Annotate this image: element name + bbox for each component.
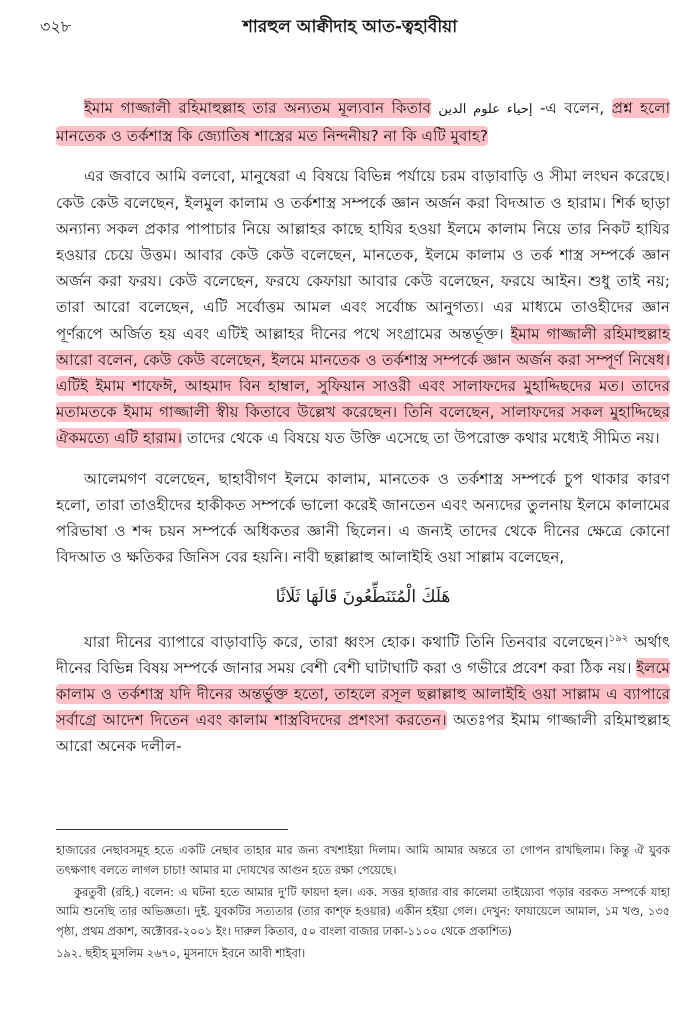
paragraph-text: অর্থাৎ দীনের বিভিন্ন বিষয় সম্পর্কে জানার সময় বেশী বেশী ঘাটাঘাটি করা ও গভীরে প্রবেশ করা ঠিক নয়। <box>56 632 671 677</box>
main-text <box>56 95 670 774</box>
paragraph-1 <box>56 95 670 149</box>
paragraph-text: এর জবাবে আমি বলবো, মানুষেরা এ বিষয়ে বিভিন্ন পর্যায়ে চরম বাড়াবাড়ি ও সীমা লংঘন করেছে। কেউ কেউ বলেছেন, ইলমুল কালাম ও তর্কশাস্ত্র সম্পর্কে জ্ঞান অর্জন করা বিদআত ও হারাম। শির্ক ছাড়া অন্যান্য সকল প্রকার পাপাচার নিয়ে আল্লাহর কাছে হাযির হওয়া ইলমে কালাম নিয়ে তার নিকট হাযির হওয়ার চেয়ে উত্তম। আবার কেউ কেউ বলেছেন, মানতেক, ইলমে কালাম ও তর্ক শাস্ত্র সম্পর্কে জ্ঞান অর্জন করা ফরয। কেউ বলেছেন, ফরযে কেফায়া আবার কেউ বলেছেন, ফরযে আইন। শুধু তাই নয়; তারা আরো বলেছেন, এটি সর্বোত্তম আমল এবং সর্বোচ্চ আনুগত্য। এর মাধ্যমে তাওহীদের জ্ঞান পূর্ণরূপে অর্জিত হয় এবং এটিই আল্লাহর দীনের পথে সংগ্রামের অন্তর্ভূক্ত। <box>56 167 670 343</box>
footnote-continued: হাজারের নেছাবসমূহ হতে একটি নেছাব তাহার মার জন্য বখশাইয়া দিলাম। আমি আমার অন্তরে তা গোপন রাখছিলাম। কিন্তু ঐ যুবক তৎক্ষণাৎ বলতে লাগল চাচা! আমার মা দোযখের আগুন হতে রক্ষা পেয়েছে। <box>56 843 670 877</box>
highlighted-text: ইমাম গাজ্জালী রহিমাহুল্লাহ আরো বলেন, কেউ কেউ বলেছেন, ইলমে মানতেক ও তর্কশাস্ত্র সম্পর্কে জ্ঞান অর্জন করা সম্পূর্ণ নিষেধ। এটিই ইমাম শাফেঈ, আহমাদ বিন হাম্বাল, সুফিয়ান সাওরী এবং সালাফদের মুহাদ্দিছদের মত। তাদের মতামতকে ইমাম গাজ্জালী স্বীয় কিতাবে উল্লেখ করেছেন। তিনি বলেছেন, সালাফদের সকল মুহাদ্দিছের ঐকমত্যে এটি হারাম। <box>56 324 670 448</box>
paragraph-text: তাদের থেকে এ বিষয়ে যত উক্তি এসেছে তা উপরোক্ত কথার মধ্যেই সীমিত নয়। <box>182 429 660 448</box>
arabic-book-title: إحياء علوم الدين <box>438 102 533 117</box>
footnote-qurtubi: কুরতুবী (রহি.) বলেন: এ ঘটনা হতে আমার দু'টি ফায়দা হল। এক. সত্তর হাজার বার কালেমা তাইয়্যেবা পড়ার বরকত সম্পর্কে যাহা আমি শুনেছি তার অভিজ্ঞতা। দুই. যুবকটির সত্যতার (তার কাশ্‌ফ হওয়ার) একীন হইয়া গেল। দেখুন: ফাযায়েলে আমাল, ১ম খণ্ড, ১৩৫ পৃষ্ঠা, প্রথম প্রকাশ, অক্টোবর-২০০১ ইং। দারুল কিতাব, ৫০ বাংলা বাজার ঢাকা-১১০০ থেকে প্রকাশিত) <box>56 884 670 939</box>
hadith-arabic-verse: هَلَكَ الْمُتَنَطِّعُونَ قَالَهَا ثَلَاثًا <box>275 587 451 608</box>
paragraph-3: আলেমগণ বলেছেন, ছাহাবীগণ ইলমে কালাম, মানতেক ও তর্কশাস্ত্র সম্পর্কে চুপ থাকার কারণ হলো, তারা তাওহীদের হাকীকত সম্পর্কে ভালো করেই জানতেন এবং অন্যদের তুলনায় ইলমে কালামের পরিভাষা ও শব্দ চয়ন সম্পর্কে অধিকতর জ্ঞানী ছিলেন। এ জন্যই তাদের থেকে দীনের ক্ষেত্রে কোনো বিদআত ও ক্ষতিকর জিনিস বের হয়নি। নাবী ছল্লাল্লাহু আলাইহি ওয়া সাল্লাম বলেছেন, <box>56 469 670 567</box>
footnotes <box>56 841 670 966</box>
paragraph-text: অতঃপর ইমাম গাজ্জালী রহিমাহুল্লাহ আরো অনেক দলীল- <box>56 711 670 756</box>
paragraph-2 <box>56 163 670 451</box>
paragraph-text: যারা দীনের ব্যাপারে বাড়াবাড়ি করে, তারা ধ্বংস হোক। কথাটি তিনি তিনবার বলেছেন। <box>84 632 609 651</box>
footnote-192: ১৯২. ছহীহ মুসলিম ২৬৭০, মুসনাদে ইবনে আবী শাইবা। <box>56 945 306 960</box>
page-header <box>0 12 700 40</box>
paragraph-text: -এ বলেন, <box>532 99 612 117</box>
footnote-reference: ১৯২ <box>608 632 629 644</box>
highlighted-text: ইমাম গাজ্জালী রহিমাহুল্লাহ তার অন্যতম মূল্যবান কিতাব <box>84 99 431 117</box>
book-title: শারহুল আক্বীদাহ আত-ত্বহাবীয়া <box>242 17 458 37</box>
page-number: ৩২৮ <box>40 17 72 36</box>
highlighted-question: প্রশ্ন হলো মানতেক ও তর্কশাস্ত্র কি জ্যোতিষ শাস্ত্রের মত নিন্দনীয়? না কি এটি মুবাহ? <box>56 99 670 146</box>
footnote-divider <box>56 829 288 830</box>
highlighted-text: ইলমে কালাম ও তর্কশাস্ত্র যদি দীনের অন্তর্ভুক্ত হতো, তাহলে রসূল ছল্লাল্লাহু আলাইহি ওয়া সাল্লাম এ ব্যাপারে সর্বাগ্রে আদেশ দিতেন এবং কালাম শাস্ত্রবিদদের প্রশংসা করতেন। <box>56 658 670 730</box>
paragraph-4 <box>56 629 670 760</box>
